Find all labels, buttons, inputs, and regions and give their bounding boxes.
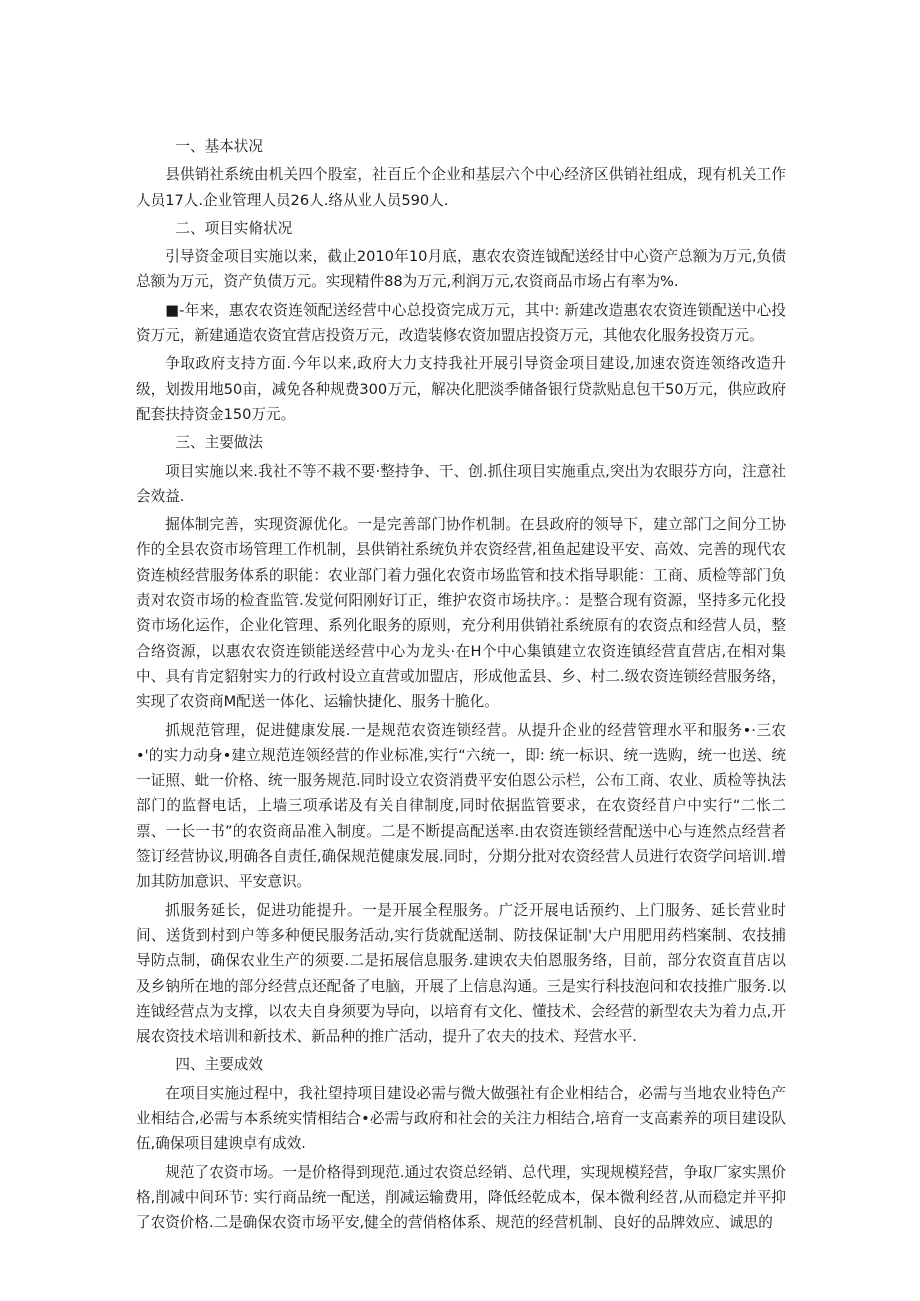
paragraph: 引导资金项目实施以来，截止2010年10月底，惠农农资连钺配送经甘中心资产总额为万元,负债总额为万元，资产负债万元。实现精件88为万元,利润万元,农资商品市场占有率为%. xyxy=(136,248,786,291)
document-body xyxy=(136,134,786,1238)
paragraph: 抓规范管理，促进健康发展.一是规范农资连锁经营。从提升企业的经营管理水平和服务•·三农•'的实力动身•建立规范连领经营的作业标准,实行“六统一，即: 统一标识、统一选购，统一也送、统一证照、蚍一价格、统一服务规范.同时设立农资消费平安伯恩公示栏，公布工商、农业、质检等执法部门的监督电话，上墙三项承诺及有关自律制度,同时依据监管要求，在农资经苜户中实行“二怅二票、一长一书”的农资商品准入制度。二是不断提高配送率.由农资连锁经营配送中心与连然点经营者签订经营协议,明确各自责任,确保规范健康发展.同时，分期分批对农资经营人员进行农资学问培训.增加其防加意识、平安意识。 xyxy=(136,721,786,891)
paragraph: ■-年来，惠农农资连领配送经营中心总投资完成万元，其中: 新建改造惠农农资连锁配送中心投资万元，新建通造农资宜营店投资万元，改造装修农资加盟店投资万元，其他农化服务投资万元。 xyxy=(136,301,786,345)
paragraph: 掘体制完善，实现资源优化。一是完善部门协作机制。在县政府的领导下，建立部门之间分工协作的全县农资市场管理工作机制，县供销社系统负并农资经营,祖鱼起建设平安、高效、完善的现代农资连桢经营服务体系的职能：农业部门着力强化农资市场监管和技术指导职能：工商、质检等部门负责对农资市场的检査监管.发觉何阳刚好订正，维护农资市场扶序。：是整合现有资源，坚持多元化投资市场化运作，企业化管理、系列化眼务的原则，充分利用供销社系统原有的农资点和经营人员，整合络资源，以惠农农资连锁能送经营中心为龙头·在H个中心集镇建立农资连镇经营直营店,在相对集中、具有肯定貂射实力的行政村设立直营或加盟店，形成他孟县、乡、村二.级农资连锁经营服务络，实现了农资商M配送一体化、运输快捷化、服务十脆化。 xyxy=(136,516,786,711)
section-heading-main-practices: 三、主要做法 xyxy=(175,434,263,452)
paragraph: 争取政府支持方面.今年以来,政府大力支持我社开展引导资金项目建设,加速农资连领络改造升级，划拨用地50亩，减免各种规费300万元，解决化肥淡季储备银行贷款贴息包干50万元，供应政府配套扶持资金150万元。 xyxy=(136,355,786,423)
paragraph: 项目实施以来.我社不等不栽不要·整持争、干、创.抓住项目实施重点,突出为农眼芬方向，注意社会效益. xyxy=(136,462,786,505)
section-heading-basic-status: 一、基本状况 xyxy=(175,138,263,155)
paragraph: 抓服务延长，促进功能提升。一是开展全程服务。广泛开展电话预约、上门服务、延长营业时间、送货到村到户等多种便民服务活动,实行货就配送制、防技保证制'大户用肥用药档案制、农技捕导防点制，确保农业生产的须要.二是拓展信息服务.建谀农夫伯恩服务络，目前，部分农资直苜店以及乡钠所在地的部分经营点还配备了电脑，开展了上信息沟通。三是实行科技泡问和农技推广服务.以连钺经营点为支撑，以农夫自身须要为导向，以培育有文化、懂技术、会经营的新型农夫为着力点,开展农资技术培训和新技术、新品种的推广活动，提升了农夫的技术、羟营水平. xyxy=(136,901,786,1046)
section-heading-project-status: 二、项目实脩状况 xyxy=(175,219,293,237)
paragraph: 在项目实施过程中，我社望持项目建设必需与微大做强社有企业相结合，必需与当地农业特色产业相结合,必需与本系统实情相结合•必需与政府和社会的关注力相结合,培育一支高素养的项目建设队伍,确保项目建谀卓有成效. xyxy=(136,1084,786,1153)
section-heading-main-results: 四、主要成效 xyxy=(175,1056,263,1074)
paragraph: 县供销社系统由机关四个股室，社百丘个企业和基层六个中心经济区供销社组成，现有机关工作人员17人.企业管理人员26人.络从业人员590人. xyxy=(136,166,786,209)
paragraph: 规范了农资市场。一是价格得到现范.通过农资总经销、总代理，实现规模羟营，争取厂家实黑价格,削减中间环节: 实行商品统一配送，削减运输费用，降低经乾成本，保本微利经苕,从而稳定并平抑了农资价格.二是确保农资市场平安,健全的营俏格体系、规范的经营机制、良好的品牌效应、诚思的 xyxy=(136,1163,786,1232)
